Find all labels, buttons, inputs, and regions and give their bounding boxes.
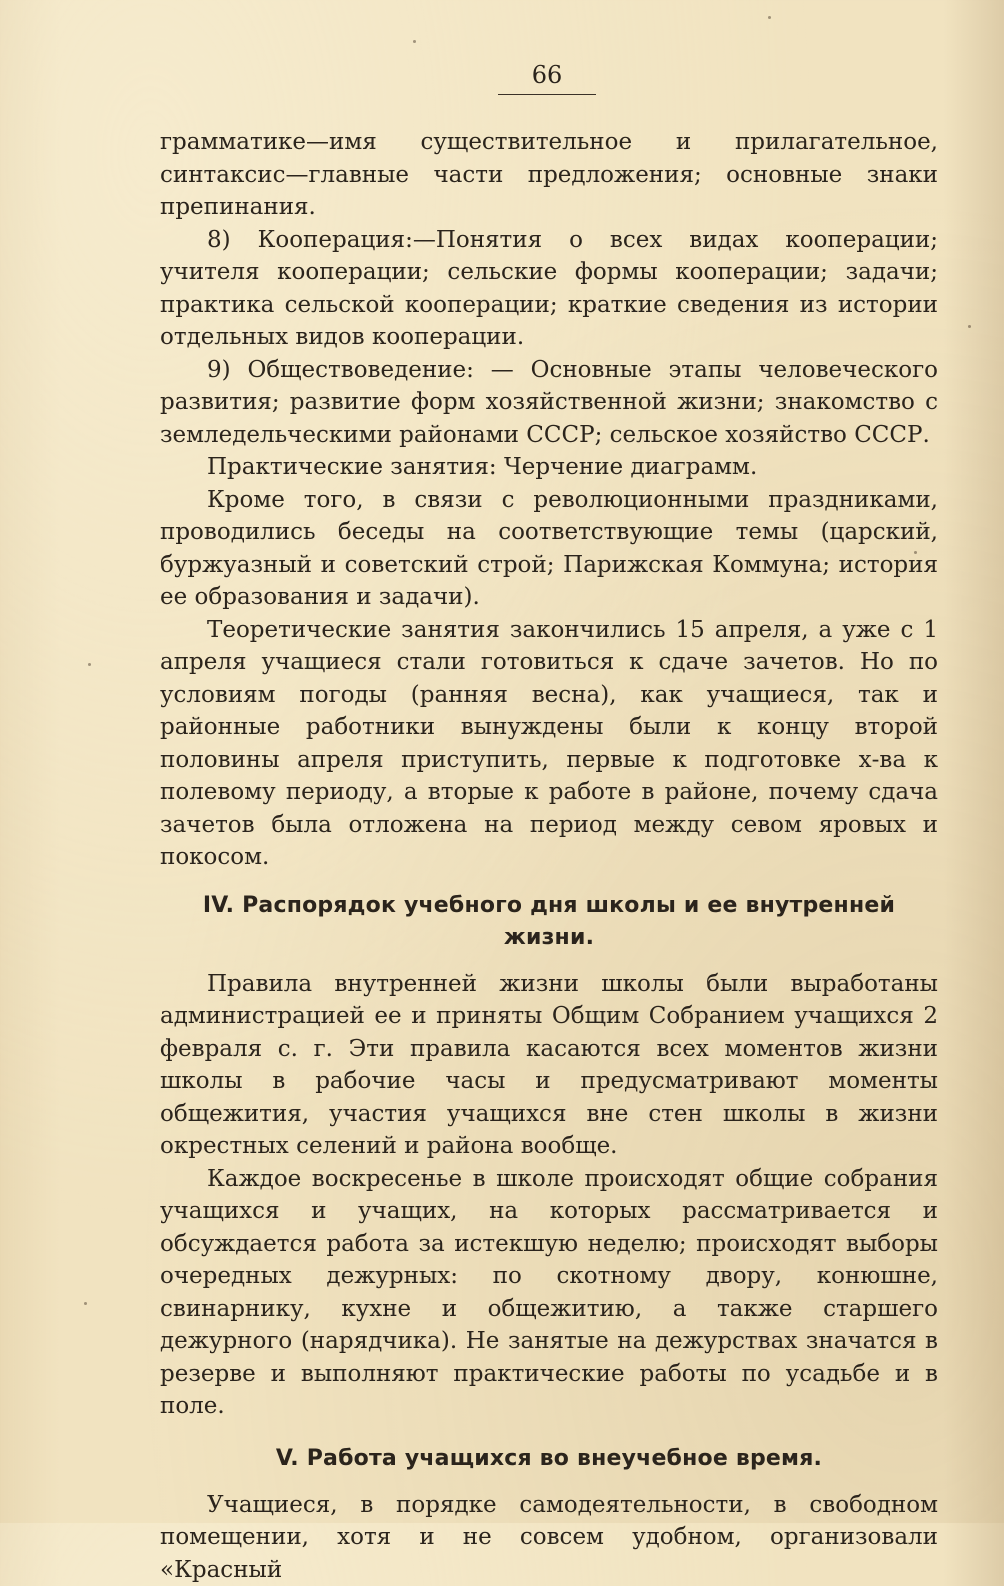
- paragraph-exams: Теоретические занятия закончились 15 апреля, а уже с 1 апреля учащиеся стали готовиться к сдаче зачетов. Но по условиям погоды (ранняя весна), как учащиеся, так и районные работники вынуждены были к концу второй половины апреля приступить, первые к подготовке х-ва к полевому периоду, а вторые к работе в районе, почему сдача зачетов была отложена на период между севом яровых и покосом.: [160, 614, 938, 874]
- paragraph-continuation: грамматике—имя существительное и прилагательное, синтаксис—главные части предложения; основные знаки препинания.: [160, 126, 938, 224]
- header-rule: [498, 94, 596, 95]
- paragraph-social-studies: 9) Обществоведение: — Основные этапы человеческого развития; развитие форм хозяйственной жизни; знакомство с земледельческими районами СССР; сельское хозяйство СССР.: [160, 354, 938, 452]
- page-header: [498, 60, 596, 95]
- paper-speck: [88, 663, 91, 666]
- body-text: [160, 126, 938, 1586]
- page-number: 66: [498, 60, 596, 90]
- section-iv-paragraph-rules: Правила внутренней жизни школы были выработаны администрацией ее и приняты Общим Собранием учащихся 2 февраля с. г. Эти правила касаются всех моментов жизни школы в рабочие часы и предусматривают моменты общежития, участия учащихся вне стен школы в жизни окрестных селений и района вообще.: [160, 968, 938, 1163]
- paragraph-practical-work: Практические занятия: Черчение диаграмм.: [160, 451, 938, 484]
- paper-speck: [968, 325, 971, 328]
- paper-speck: [84, 1302, 87, 1305]
- section-v-heading: V. Работа учащихся во внеучебное время.: [160, 1443, 938, 1475]
- paper-speck: [914, 551, 917, 554]
- paragraph-talks: Кроме того, в связи с революционными праздниками, проводились беседы на соответствующие темы (царский, буржуазный и советский строй; Парижская Коммуна; история ее образования и задачи).: [160, 484, 938, 614]
- section-iv-heading: IV. Распорядок учебного дня школы и ее внутренней жизни.: [160, 890, 938, 954]
- section-v-paragraph-self-activity: Учащиеся, в порядке самодеятельности, в свободном помещении, хотя и не совсем удобном, организовали «Красный: [160, 1489, 938, 1586]
- paper-speck: [413, 40, 416, 43]
- paper-speck: [768, 16, 771, 19]
- paragraph-cooperation: 8) Кооперация:—Понятия о всех видах кооперации; учителя кооперации; сельские формы кооперации; задачи; практика сельской кооперации; краткие сведения из истории отдельных видов кооперации.: [160, 224, 938, 354]
- section-iv-paragraph-meetings: Каждое воскресенье в школе происходят общие собрания учащихся и учащих, на которых рассматривается и обсуждается работа за истекшую неделю; происходят выборы очередных дежурных: по скотному двору, конюшне, свинарнику, кухне и общежитию, а также старшего дежурного (нарядчика). Не занятые на дежурствах значатся в резерве и выполняют практические работы по усадьбе и в поле.: [160, 1163, 938, 1423]
